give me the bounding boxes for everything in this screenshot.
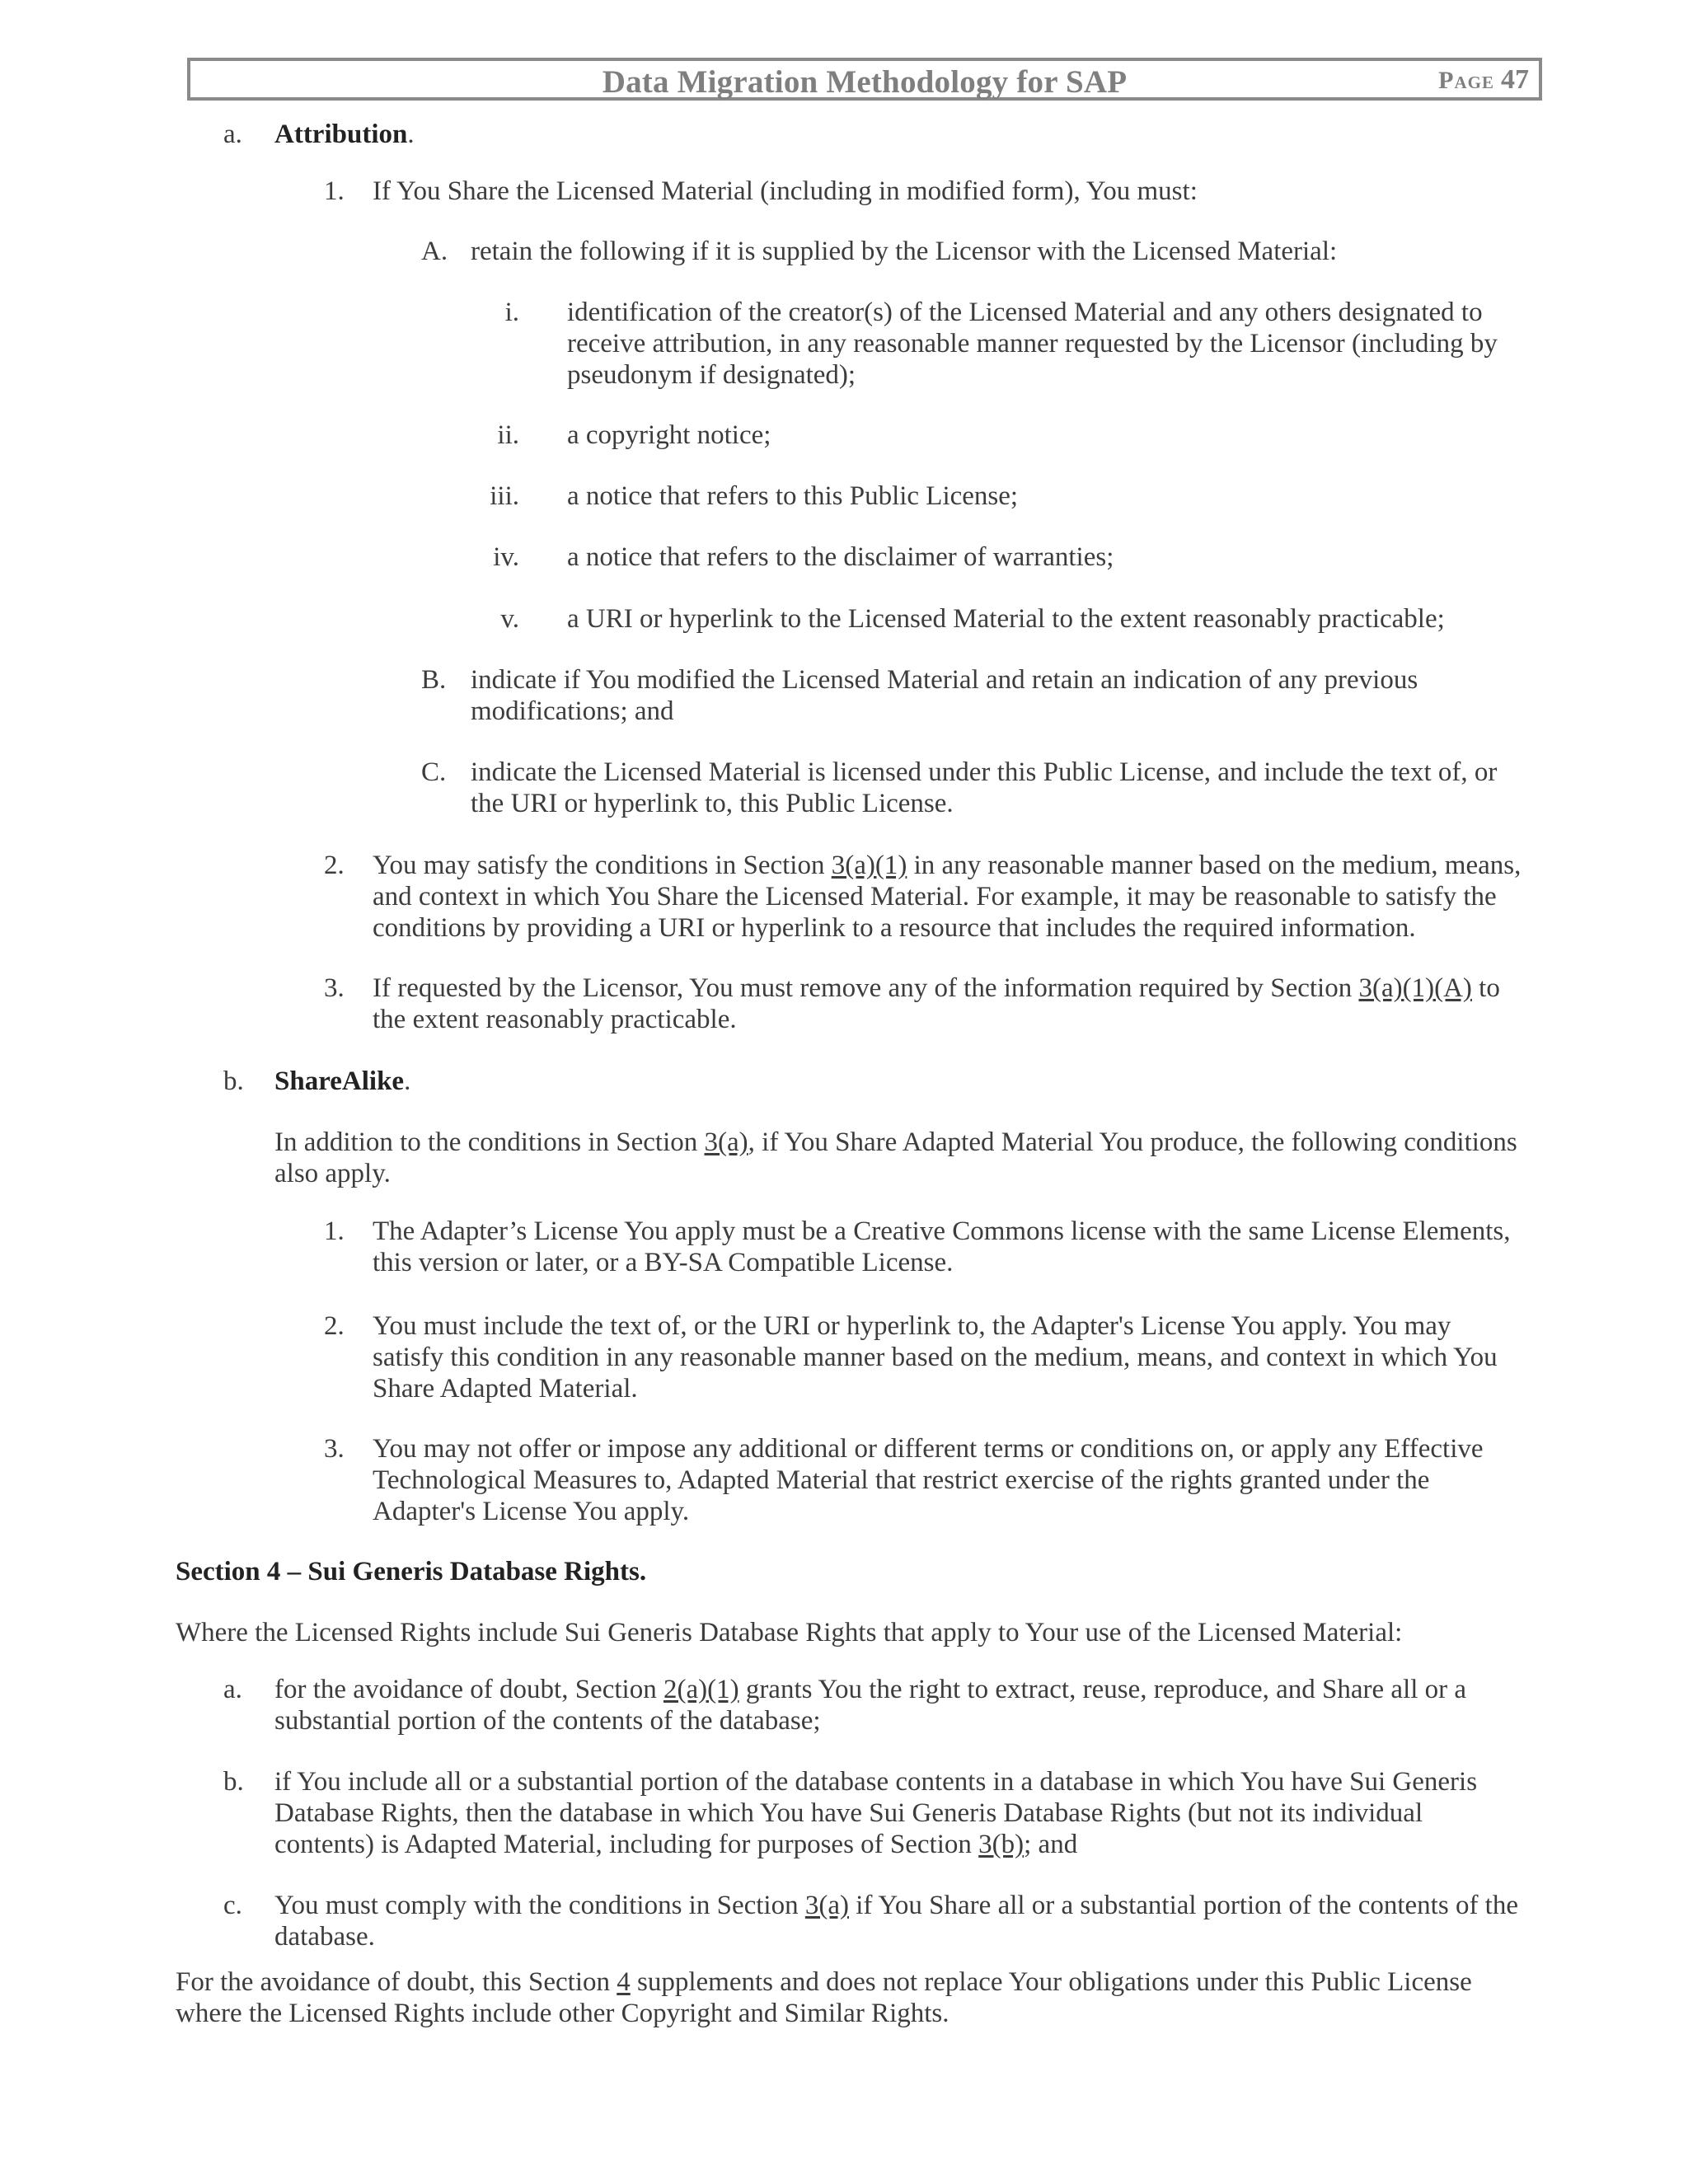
section-heading-sharealike: ShareAlike. xyxy=(274,1066,411,1096)
list-item-text: If requested by the Licensor, You must remove any of the information required by Section 3(a)(1)(A) to the extent reasonably practicable. xyxy=(373,973,1500,1034)
list-marker: 1. xyxy=(324,176,345,206)
page-number-label xyxy=(1438,64,1529,96)
list-marker: B. xyxy=(421,665,447,695)
page-header xyxy=(187,58,1542,101)
paragraph: Where the Licensed Rights include Sui Generis Database Rights that apply to Your use of the Licensed Material: xyxy=(176,1618,1403,1647)
section-link[interactable]: 3(a)(1) xyxy=(831,851,907,880)
paragraph: In addition to the conditions in Section 3(a), if You Share Adapted Material You produce, the following conditions also apply. xyxy=(274,1127,1517,1188)
section-link[interactable]: 3(a) xyxy=(704,1127,748,1157)
list-marker: 1. xyxy=(324,1216,345,1246)
list-item-text: You must comply with the conditions in Section 3(a) if You Share all or a substantial portion of the contents of the database. xyxy=(274,1891,1518,1952)
list-item-text: If You Share the Licensed Material (including in modified form), You must: xyxy=(373,176,1198,206)
list-item-text: a notice that refers to the disclaimer of warranties; xyxy=(567,542,1114,572)
list-marker: 3. xyxy=(324,1434,345,1464)
list-marker: c. xyxy=(223,1891,242,1920)
list-item-text: indicate the Licensed Material is licensed under this Public License, and include the text of, or the URI or hyperlink to, this Public License. xyxy=(471,757,1498,818)
list-item-text: a notice that refers to this Public License; xyxy=(567,481,1019,511)
section-link[interactable]: 4 xyxy=(617,1967,631,1997)
document-title: Data Migration Methodology for SAP xyxy=(602,64,1128,100)
list-item-text: a copyright notice; xyxy=(567,420,771,450)
list-item-text: You may satisfy the conditions in Section 3(a)(1) in any reasonable manner based on the medium, means, and context in which You Share the Licensed Material. For example, it may be reasonable to satisfy the conditions by providing a URI or hyperlink to a resource that includes the required information. xyxy=(373,851,1522,943)
list-marker: i. xyxy=(504,298,519,327)
list-marker: A. xyxy=(421,237,448,266)
list-marker: ii. xyxy=(497,420,519,450)
closing-paragraph: For the avoidance of doubt, this Section 4 supplements and does not replace Your obligations under this Public License where the Licensed Rights include other Copyright and Similar Rights. xyxy=(176,1967,1472,2028)
list-marker: 3. xyxy=(324,973,345,1003)
list-marker: C. xyxy=(421,757,447,787)
list-item-text: identification of the creator(s) of the Licensed Material and any others designated to receive attribution, in any reasonable manner requested by the Licensor (including by pseudonym if designated); xyxy=(567,298,1498,390)
page-number: 47 xyxy=(1501,64,1529,95)
list-marker: 2. xyxy=(324,1311,345,1341)
section-link[interactable]: 3(a)(1)(A) xyxy=(1358,973,1472,1003)
list-marker: a. xyxy=(223,1675,242,1704)
list-marker: iii. xyxy=(490,481,519,511)
list-item-text: The Adapter’s License You apply must be a Creative Commons license with the same License Elements, this version or later, or a BY-SA Compatible License. xyxy=(373,1216,1511,1277)
list-marker: iv. xyxy=(493,542,519,572)
section-link[interactable]: 3(a) xyxy=(804,1891,849,1920)
page-word: Page xyxy=(1438,67,1494,94)
list-marker: b. xyxy=(223,1066,244,1096)
list-marker: a. xyxy=(223,120,242,149)
list-item-text: if You include all or a substantial portion of the database contents in a database in which You have Sui Generis Database Rights, then the database in which You have Sui Generis Database Rights (but not its individual contents) is Adapted Material, including for purposes of Section 3(b); and xyxy=(274,1767,1478,1859)
list-item-text: a URI or hyperlink to the Licensed Material to the extent reasonably practicable; xyxy=(567,604,1445,634)
list-marker: b. xyxy=(223,1767,244,1797)
list-item-text: You may not offer or impose any additional or different terms or conditions on, or apply any Effective Technological Measures to, Adapted Material that restrict exercise of the rights granted under the Adapter's License You apply. xyxy=(373,1434,1484,1526)
list-item-text: You must include the text of, or the URI or hyperlink to, the Adapter's License You apply. You may satisfy this condition in any reasonable manner based on the medium, means, and context in which You Share Adapted Material. xyxy=(373,1311,1498,1404)
list-item-text: for the avoidance of doubt, Section 2(a)(1) grants You the right to extract, reuse, reproduce, and Share all or a substantial portion of the contents of the database; xyxy=(274,1675,1467,1736)
list-marker: v. xyxy=(500,604,519,634)
list-item-text: retain the following if it is supplied by the Licensor with the Licensed Material: xyxy=(471,237,1338,266)
section-heading-attribution: Attribution. xyxy=(274,120,415,149)
section-link[interactable]: 3(b) xyxy=(978,1830,1025,1859)
list-marker: 2. xyxy=(324,851,345,880)
section-heading: Section 4 – Sui Generis Database Rights. xyxy=(176,1557,647,1586)
list-item-text: indicate if You modified the Licensed Material and retain an indication of any previous modifications; and xyxy=(471,665,1418,726)
section-link[interactable]: 2(a)(1) xyxy=(663,1675,739,1704)
